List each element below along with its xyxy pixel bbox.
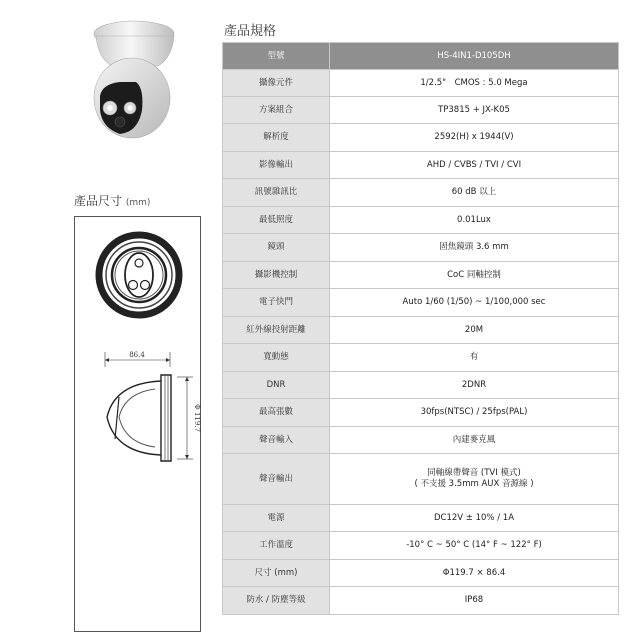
spec-label: 型號 [223,43,330,70]
spec-row [223,317,619,344]
spec-value: 30fps(NTSC) / 25fps(PAL) [330,399,619,427]
camera-product-image [72,10,192,145]
spec-value: Auto 1/60 (1/50) ~ 1/100,000 sec [330,289,619,317]
spec-value-line: 同軸線帶聲音 (TVI 模式) [427,468,521,478]
spec-label: 鏡頭 [223,234,330,262]
spec-row [223,262,619,289]
spec-label: 方案組合 [223,97,330,124]
dimensions-title [74,192,150,209]
spec-label: 尺寸 (mm) [223,560,330,587]
spec-label: 訊號雜訊比 [223,179,330,207]
top-view-drawing [99,235,179,315]
spec-value-line: ( 不支援 3.5mm AUX 音源線 ) [414,479,534,489]
spec-label: 電源 [223,505,330,532]
spec-label: 防水 / 防塵等級 [223,587,330,615]
spec-value: Φ119.7 × 86.4 [330,560,619,587]
spec-row [223,152,619,179]
spec-row [223,560,619,587]
spec-value: 20M [330,317,619,344]
spec-value: IP68 [330,587,619,615]
spec-value: CoC 同軸控制 [330,262,619,289]
spec-label: 工作溫度 [223,532,330,560]
spec-label: 攝影機控制 [223,262,330,289]
spec-row [223,124,619,152]
spec-row [223,179,619,207]
spec-label: 影像輸出 [223,152,330,179]
spec-value: 內建麥克風 [330,427,619,454]
spec-label: 最高張數 [223,399,330,427]
diameter-dimension-label: Φ 119.7 [193,403,201,433]
spec-value: 2592(H) x 1944(V) [330,124,619,152]
spec-value: 0.01Lux [330,207,619,234]
spec-label: DNR [223,372,330,399]
spec-row [223,427,619,454]
spec-label: 聲音輸入 [223,427,330,454]
spec-row [223,372,619,399]
spec-value: HS-4IN1-D105DH [330,43,619,70]
dimensions-title-text: 產品尺寸 [74,194,123,208]
spec-row [223,399,619,427]
spec-label: 電子快門 [223,289,330,317]
spec-row [223,234,619,262]
spec-value: 2DNR [330,372,619,399]
spec-row [223,587,619,615]
spec-table [222,42,619,615]
spec-value: DC12V ± 10% / 1A [330,505,619,532]
spec-label: 解析度 [223,124,330,152]
spec-label: 聲音輸出 [223,454,330,505]
spec-value [330,454,619,505]
spec-row [223,505,619,532]
dimension-drawing-panel [74,216,201,632]
spec-value: 固焦鏡頭 3.6 mm [330,234,619,262]
spec-row [223,532,619,560]
width-dimension-label: 86.4 [129,351,145,359]
side-view-drawing [105,352,193,461]
spec-label: 最低照度 [223,207,330,234]
spec-value: TP3815 + JX-K05 [330,97,619,124]
spec-row [223,289,619,317]
spec-label: 紅外線投射距離 [223,317,330,344]
spec-value: 60 dB 以上 [330,179,619,207]
spec-row [223,97,619,124]
spec-row [223,344,619,372]
spec-row [223,70,619,97]
spec-value: 1/2.5" CMOS : 5.0 Mega [330,70,619,97]
spec-row [223,454,619,505]
spec-value: AHD / CVBS / TVI / CVI [330,152,619,179]
spec-row [223,43,619,70]
spec-value: 有 [330,344,619,372]
spec-value: -10° C ~ 50° C (14° F ~ 122° F) [330,532,619,560]
dimensions-unit: (mm) [125,198,151,208]
spec-label: 寬動態 [223,344,330,372]
spec-label: 攝像元件 [223,70,330,97]
spec-section-title: 產品規格 [224,24,277,39]
spec-row [223,207,619,234]
